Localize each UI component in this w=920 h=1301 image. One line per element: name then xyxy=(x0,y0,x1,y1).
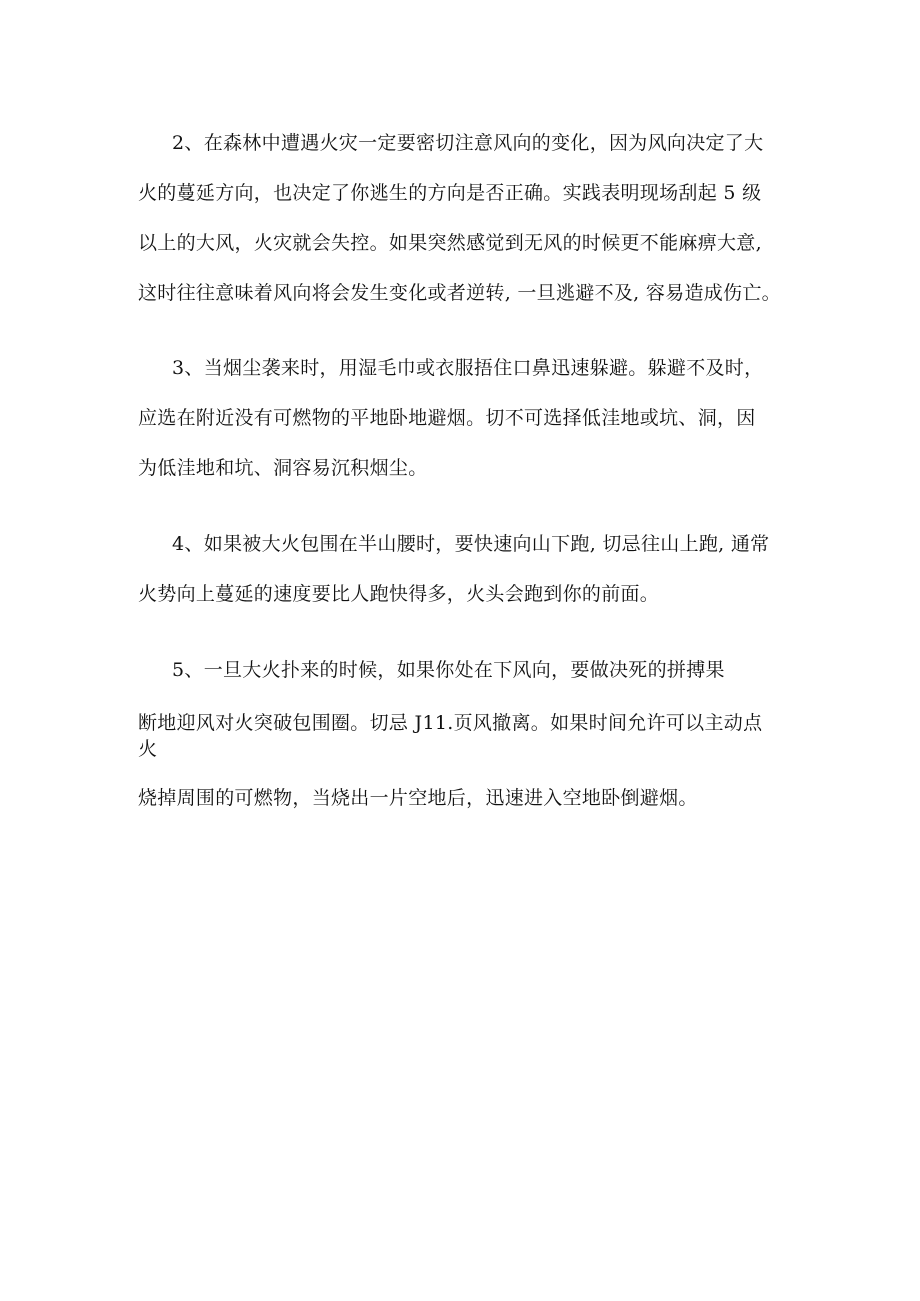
paragraph-3-line-2: 应选在附近没有可燃物的平地卧地避烟。切不可选择低洼地或坑、洞，因 xyxy=(138,407,756,429)
paragraph-2-line-3: 以上的大风，火灾就会失控。如果突然感觉到无风的时候更不能麻痹大意, xyxy=(138,232,762,254)
paragraph-5-line-3: 火 xyxy=(138,738,158,760)
paragraph-2-line-2: 火的蔓延方向，也决定了你逃生的方向是否正确。实践表明现场刮起 5 级 xyxy=(138,182,762,204)
paragraph-4-line-2: 火势向上蔓延的速度要比人跑快得多，火头会跑到你的前面。 xyxy=(138,583,660,605)
paragraph-5-line-1: 5、一旦大火扑来的时候，如果你处在下风向，要做决死的拼搏果 xyxy=(172,659,725,681)
paragraph-5-line-2: 断地迎风对火突破包围圈。切忌 J11.页风撤离。如果时间允许可以主动点 xyxy=(138,712,763,734)
paragraph-4-line-1: 4、如果被大火包围在半山腰时，要快速向山下跑, 切忌往山上跑, 通常 xyxy=(172,533,770,555)
paragraph-2-line-4: 这时往往意味着风向将会发生变化或者逆转, 一旦逃避不及, 容易造成伤亡。 xyxy=(138,282,781,304)
paragraph-5-line-4: 烧掉周围的可燃物，当烧出一片空地后，迅速进入空地卧倒避烟。 xyxy=(138,787,698,809)
paragraph-2-line-1: 2、在森林中遭遇火灾一定要密切注意风向的变化，因为风向决定了大 xyxy=(172,132,764,154)
paragraph-3-line-3: 为低洼地和坑、洞容易沉积烟尘。 xyxy=(138,457,428,479)
paragraph-3-line-1: 3、当烟尘袭来时，用湿毛巾或衣服捂住口鼻迅速躲避。躲避不及时， xyxy=(172,357,764,379)
